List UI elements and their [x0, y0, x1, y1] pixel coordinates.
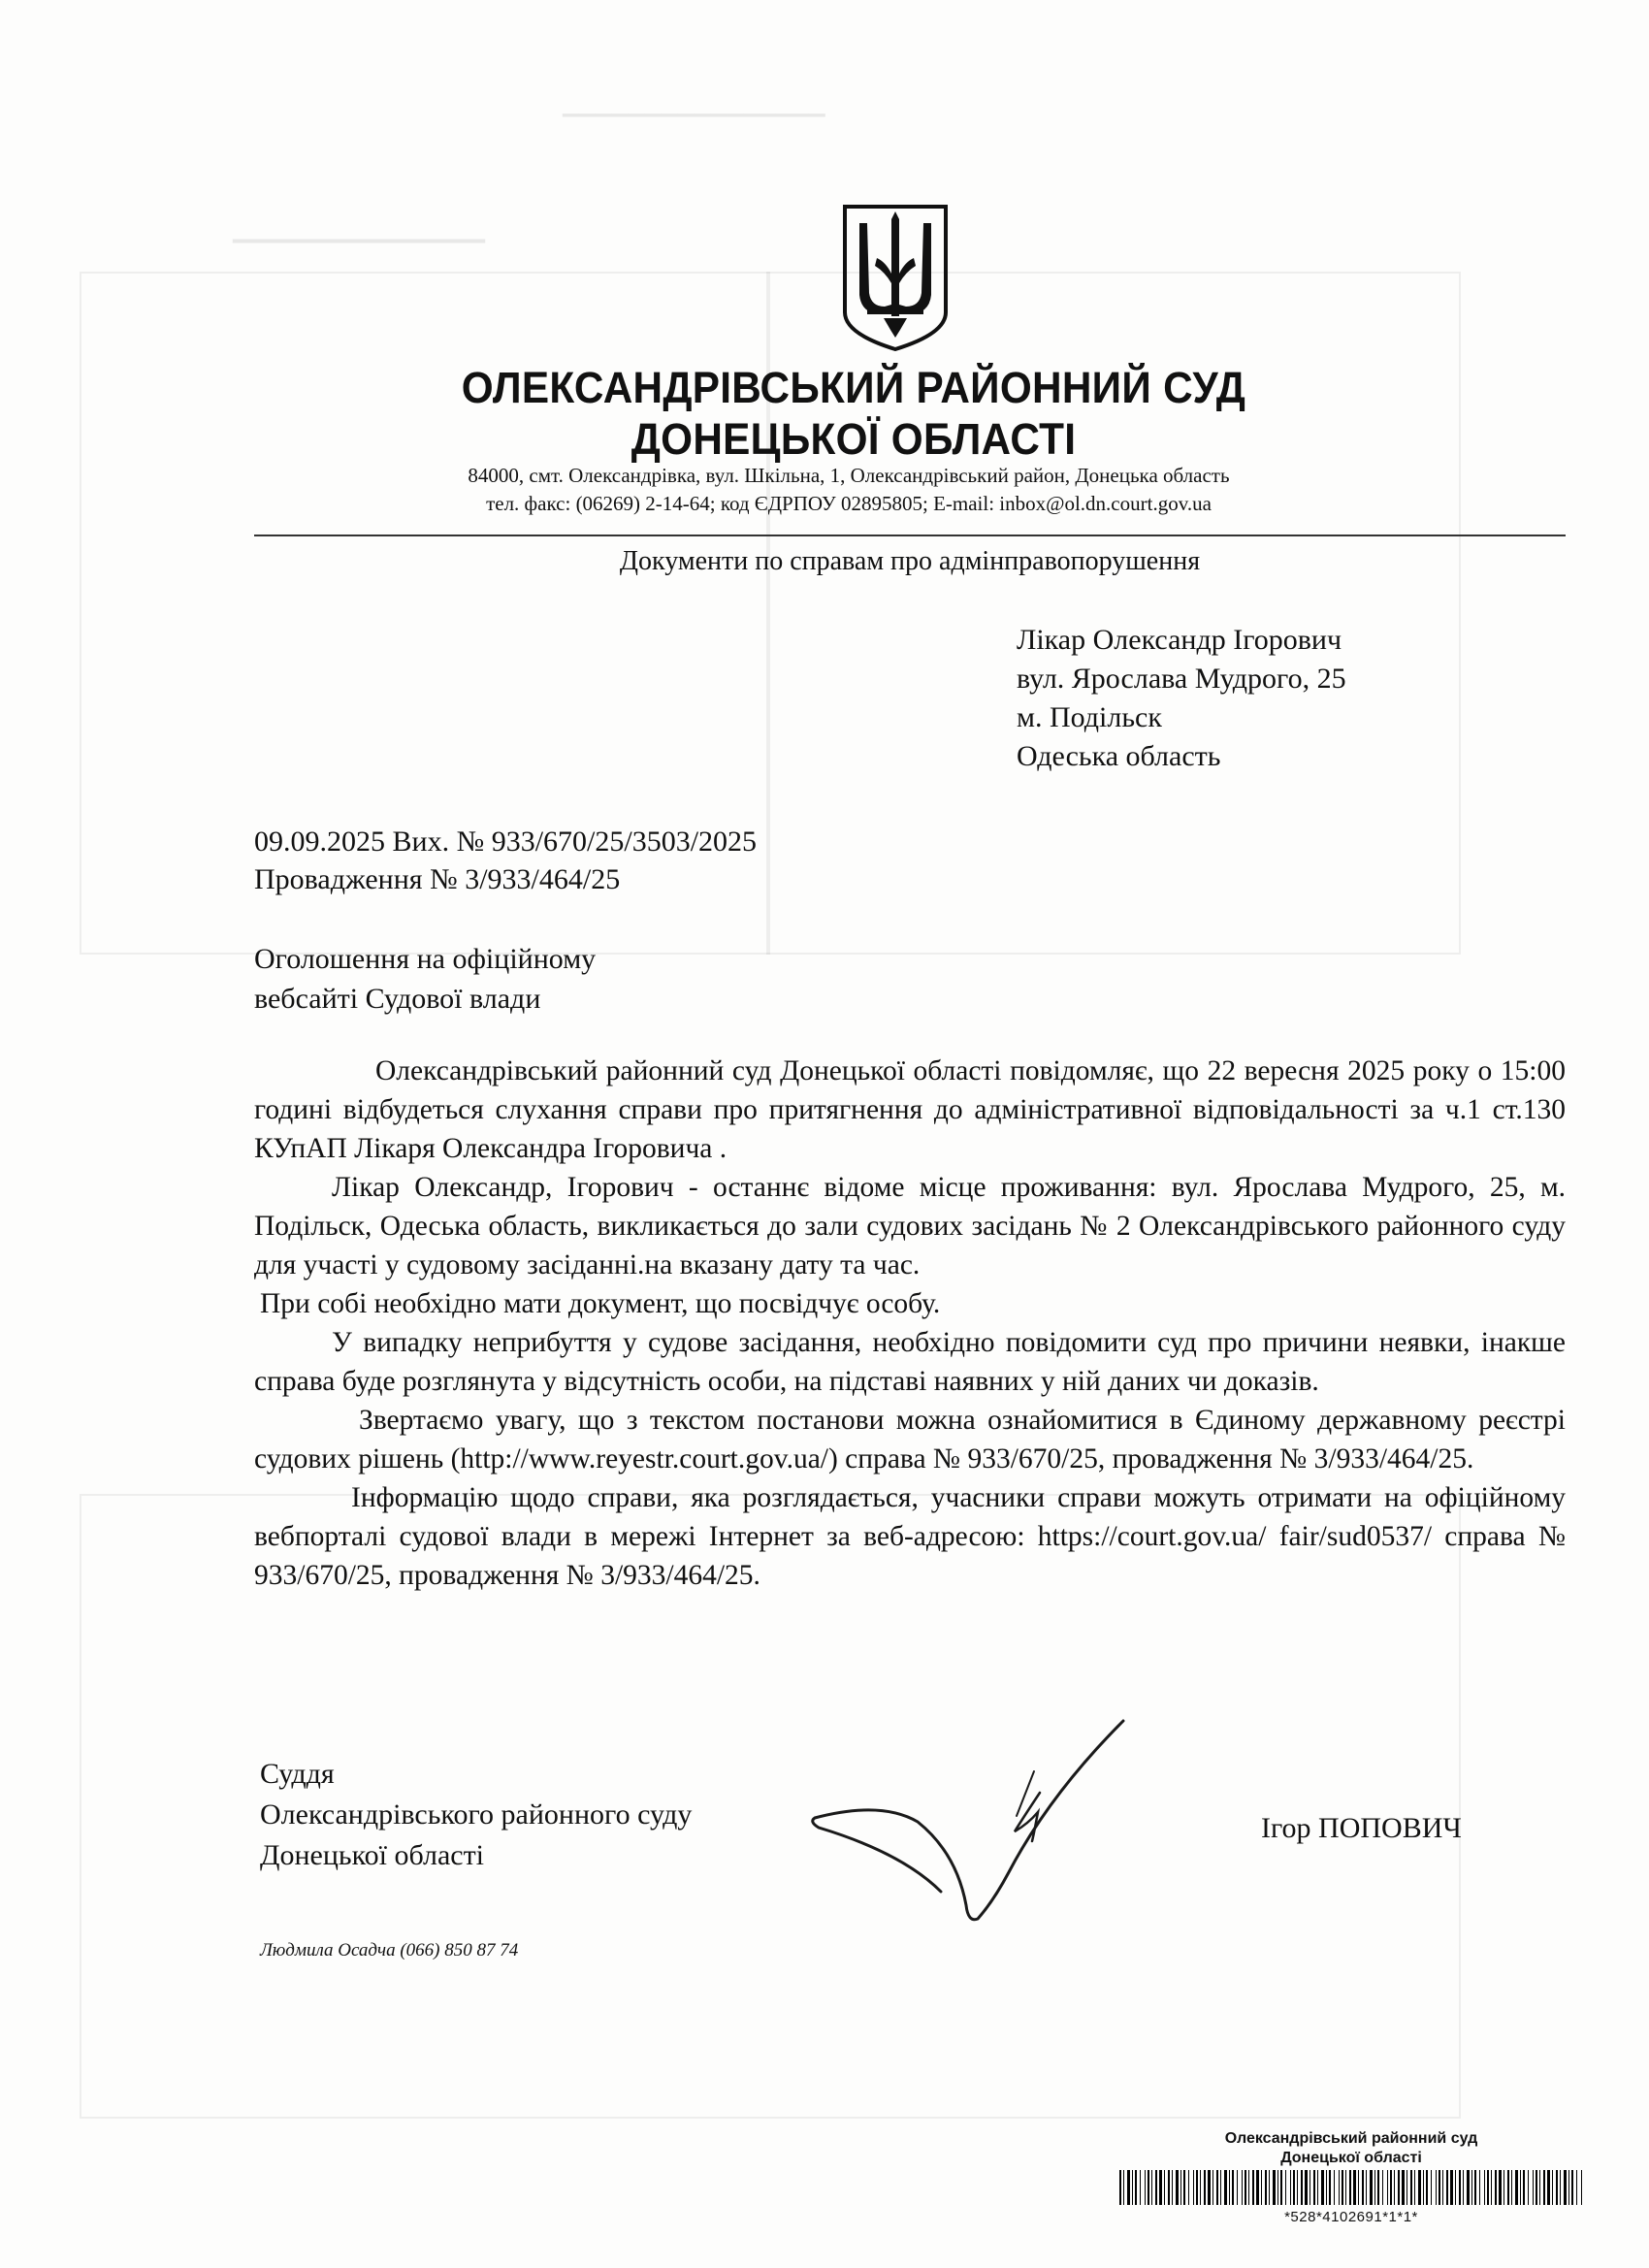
outgoing-reference-block [254, 823, 757, 898]
outgoing-number: 09.09.2025 Вих. № 933/670/25/3503/2025 [254, 826, 758, 858]
subject-line1: Оголошення на офіційному [254, 943, 597, 975]
document-category: Документи по справам про адмінправопорушення [619, 546, 1201, 576]
barcode-label [1114, 2129, 1589, 2225]
court-name-line1: ОЛЕКСАНДРІВСЬКИЙ РАЙОННИЙ СУД [461, 363, 1246, 412]
trident-emblem-icon [842, 204, 949, 351]
handwritten-signature [795, 1707, 1145, 1930]
barcode-title-line1: Олександрівський районний суд [1224, 2130, 1478, 2147]
body-paragraph-absence: У випадку неприбуття у судове засідання, необхідно повідомити суд про причини неявки, інакше справа буде розглянута у відсутність особи, на підставі наявних у ній даних чи доказів. [254, 1327, 1566, 1397]
barcode-code: *528*4102691*1*1* [1284, 2209, 1418, 2225]
barcode-title-line2: Донецької області [1280, 2150, 1422, 2166]
letter-body [254, 1052, 1566, 1595]
barcode-icon [1119, 2170, 1583, 2205]
court-address: 84000, смт. Олександрівка, вул. Шкільна, 1, Олександрівський район, Донецька область [468, 464, 1230, 487]
document-page: ▁▁▁▁▁▁▁▁▁▁▁▁▁▁▁▁ ▁▁▁▁▁▁▁▁▁▁▁▁▁ ОЛЕКСАНДРІВСЬКИЙ РАЙОННИЙ СУД ДОНЕЦЬКОЇ ОБЛАСТІ 84000, смт. Олександрівка, вул. Шкільна, 1, Олександрівський район, Донецька область тел. факс: (06269) 2-14-64; код ЄДРПОУ 02895805; E-mail: inbox@ol.dn.court.gov.ua Документи по справам про адмінправопорушення Лікар Олександр Ігорович вул. Ярослава Мудрого, 25 м. Подільск Одеська область 09.09.2025 Вих. № 933/670/25/3503/2025 Провадження № 3/933/464/25 Оголошення на офіційному вебсайті Судової влади Олександрівський районний суд Донецької області повідомляє, що 22 вересня 2025 року о 15:00 годині відбудеться слухання справи про притягнення до адміністративної відповідальності за ч.1 ст.130 КУпАП Лікаря Олександра Ігоровича . Лікар Олександр, Ігорович - останнє відоме місце проживання: вул. Ярослава Мудрого, 25, м. Подільск, Одеська область, викликається до зали судових засідань № 2 Олександрівського районного суду для участі у судовому засіданні.на вказану дату та час. При собі необхідно мати документ, що посвідчує особу. У випадку неприбуття у судове засідання, необхідно повідомити суд про причини неявки, інакше справа буде розглянута у відсутність особи, на підставі наявних у ній даних чи доказів. Звертаємо увагу, що з текстом постанови можна ознайомитися в Єдиному державному реєстрі судових рішень (http://www.reyestr.court.gov.ua/) справа № 933/670/25, провадження № 3/933/464/25. Інформацію щодо справи, яка розглядається, учасники справи можуть отримати на офіційному вебпорталі судової влади в мережі Інтернет за веб-адресою: https://court.gov.ua/ fair/sud0537/ справа № 933/670/25, провадження № 3/933/464/25. Суддя Олександрівського районного суду Донецької області Ігор ПОПОВИЧ Людмила Осадча (066) 850 87 74 Олександрівський районний суд Донецької області *528*4102691*1*1* [0, 0, 1649, 2268]
body-paragraph-id-document: При собі необхідно мати документ, що посвідчує особу. [260, 1288, 941, 1319]
judge-title-line1: Суддя [260, 1758, 335, 1790]
recipient-address-block [1017, 621, 1346, 776]
body-paragraph-webportal: Інформацію щодо справи, яка розглядається, учасники справи можуть отримати на офіційному вебпорталі судової влади в мережі Інтернет за веб-адресою: https://court.gov.ua/ fair/sud0537/ справа № 933/670/25, провадження № 3/933/464/25. [254, 1482, 1566, 1591]
subject-line2: вебсайті Судової влади [254, 983, 541, 1015]
body-paragraph-summons: Лікар Олександр, Ігорович - останнє відоме місце проживання: вул. Ярослава Мудрого, 25, м. Подільск, Одеська область, викликається до зали судових засідань № 2 Олександрівського районного суду для участі у судовому засіданні.на вказану дату та час. [254, 1172, 1566, 1280]
judge-name: Ігор ПОПОВИЧ [1261, 1812, 1462, 1844]
letterhead-divider [254, 535, 1566, 536]
recipient-name: Лікар Олександр Ігорович [1017, 624, 1342, 656]
judge-title-line2: Олександрівського районного суду [260, 1798, 693, 1831]
proceeding-number: Провадження № 3/933/464/25 [254, 863, 621, 895]
body-paragraph-hearing: Олександрівський районний суд Донецької області повідомляє, що 22 вересня 2025 року о 15:00 годині відбудеться слухання справи про притягнення до адміністративної відповідальності за ч.1 ст.130 КУпАП Лікаря Олександра Ігоровича . [254, 1055, 1566, 1164]
recipient-street: вул. Ярослава Мудрого, 25 [1017, 663, 1346, 695]
judge-title-line3: Донецької області [260, 1839, 485, 1871]
recipient-city: м. Подільск [1017, 701, 1162, 733]
court-contacts: тел. факс: (06269) 2-14-64; код ЄДРПОУ 02895805; E-mail: inbox@ol.dn.court.gov.ua [486, 492, 1212, 515]
judge-title-block [260, 1754, 692, 1876]
court-name-line2: ДОНЕЦЬКОЇ ОБЛАСТІ [630, 414, 1077, 464]
subject-block [254, 939, 596, 1019]
executor-contact: Людмила Осадча (066) 850 87 74 [260, 1940, 519, 1960]
body-paragraph-registry: Звертаємо увагу, що з текстом постанови можна ознайомитися в Єдиному державному реєстрі судових рішень (http://www.reyestr.court.gov.ua/) справа № 933/670/25, провадження № 3/933/464/25. [254, 1405, 1566, 1474]
recipient-region: Одеська область [1017, 740, 1221, 772]
